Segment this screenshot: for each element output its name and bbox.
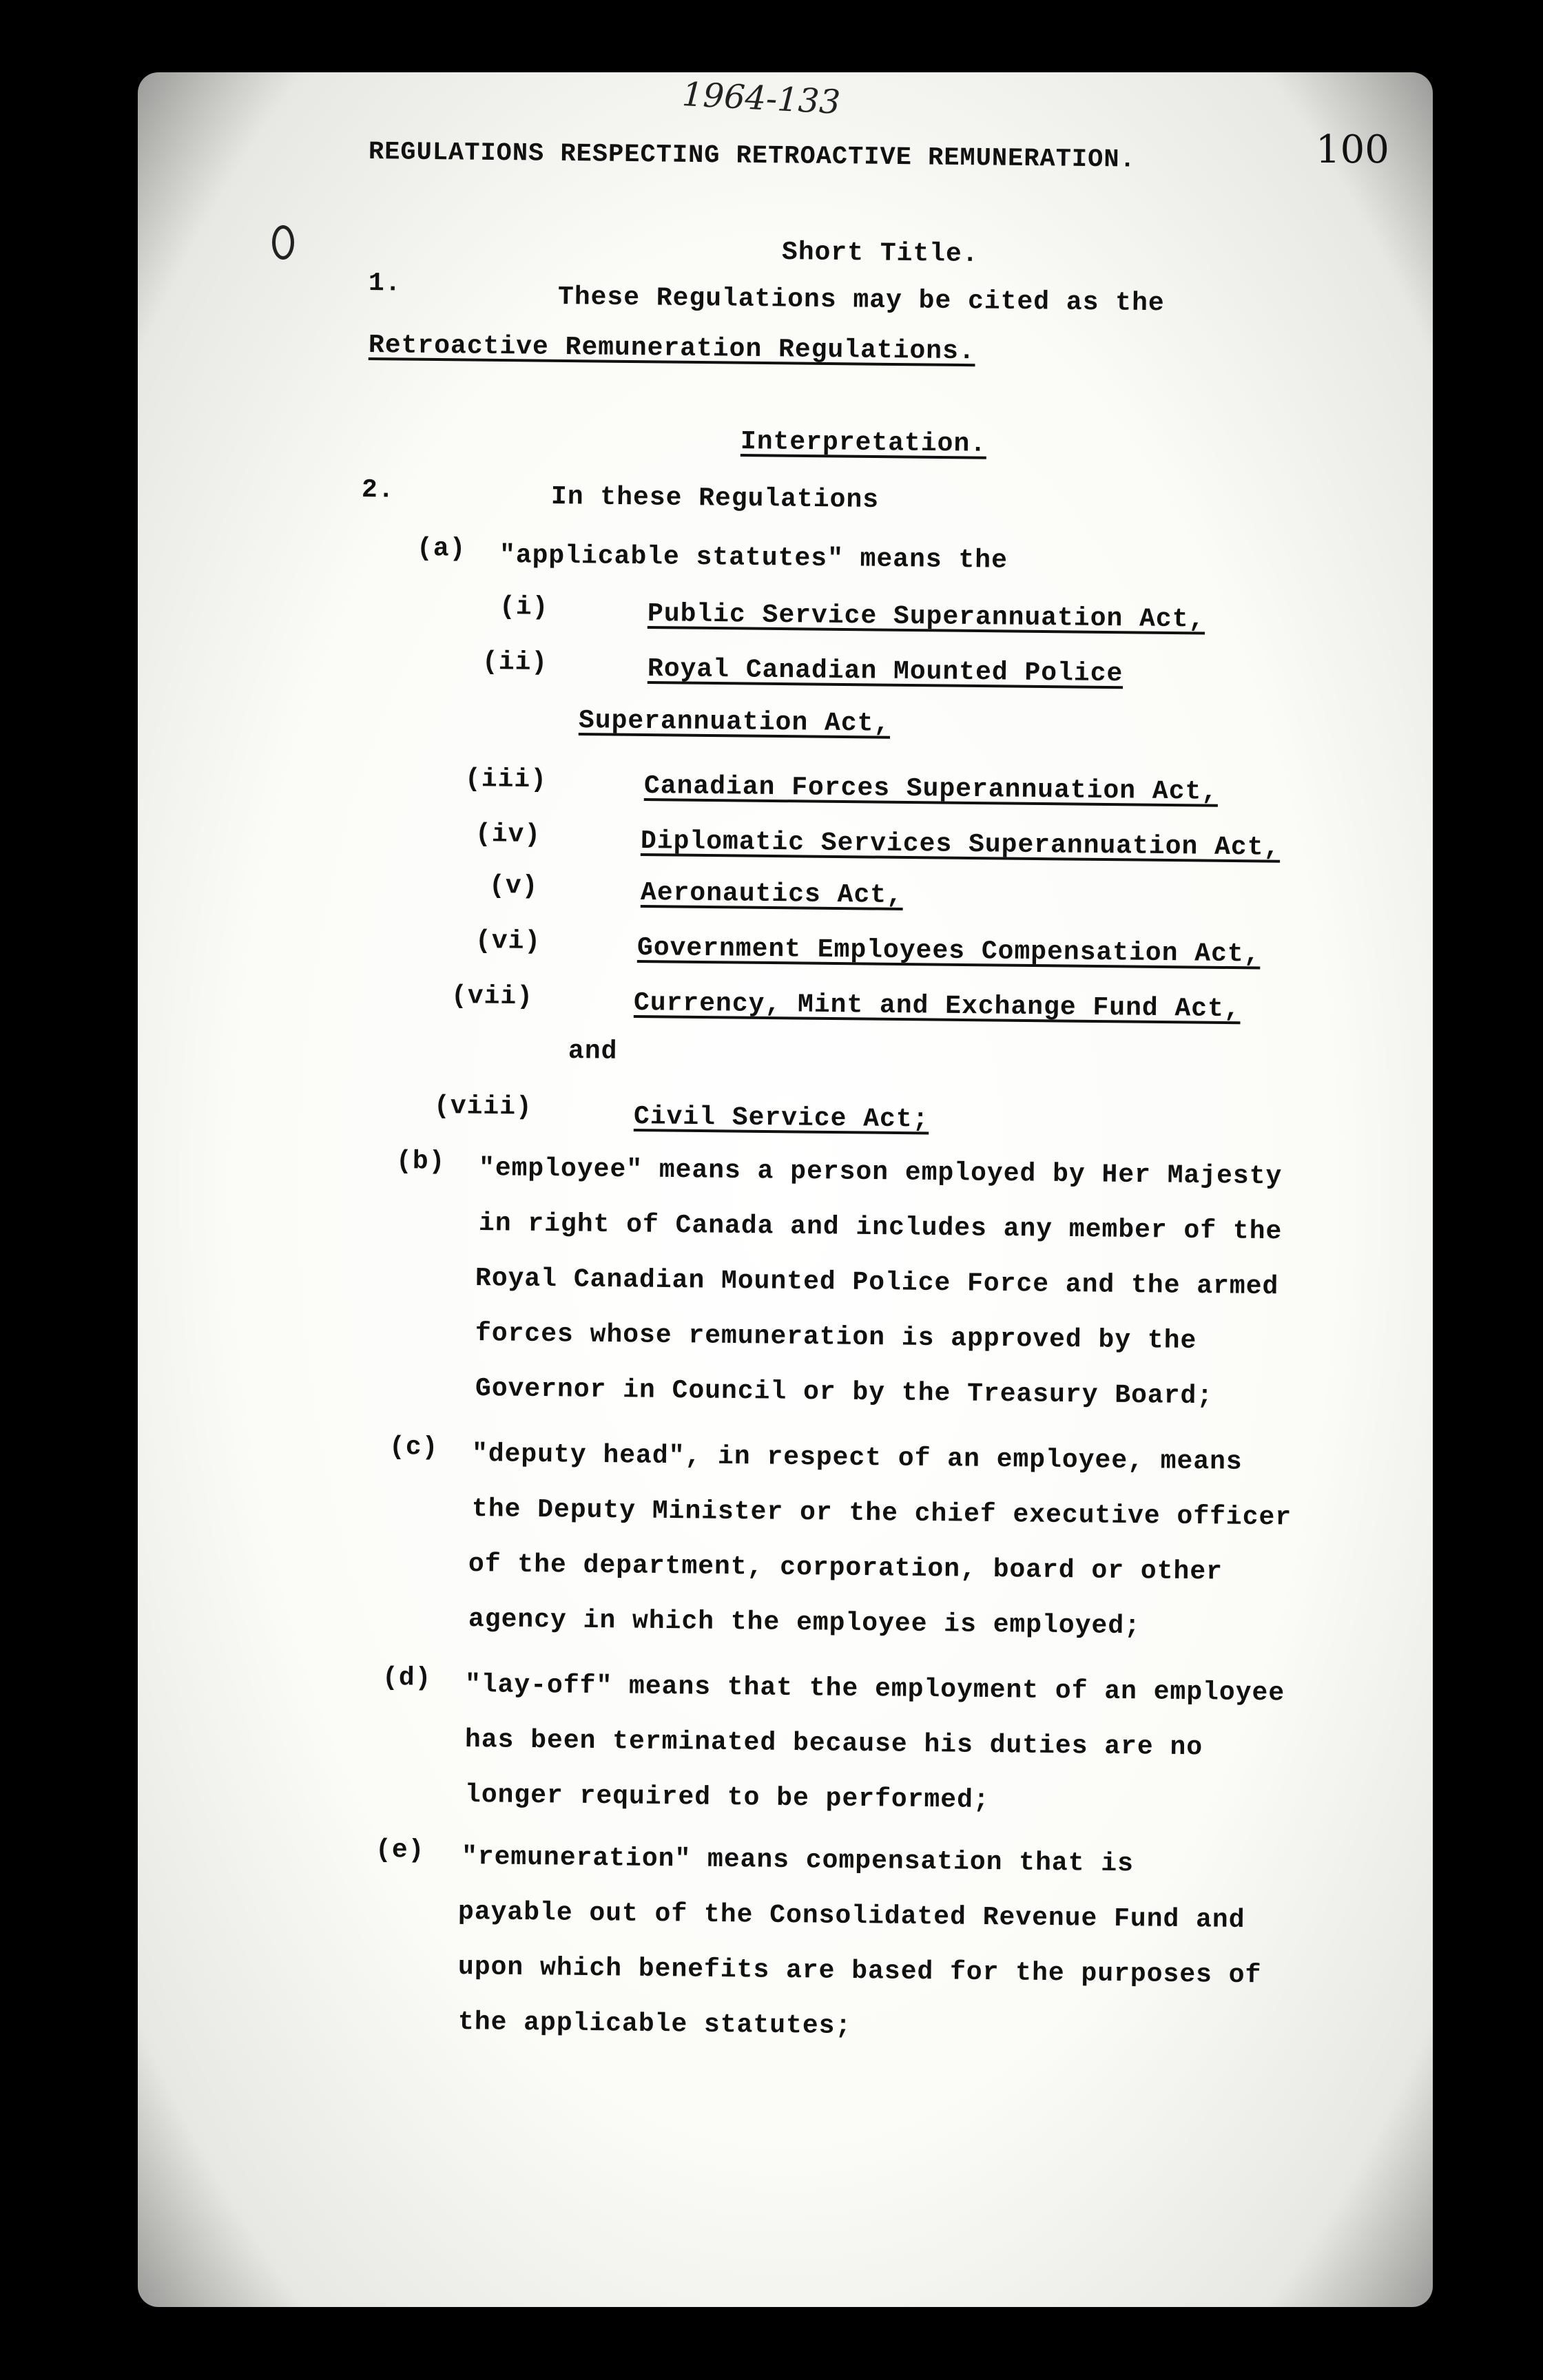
paragraph-line: upon which benefits are based for the purposes of [457, 1952, 1262, 1991]
paragraph-line: "remuneration" means compensation that is [461, 1842, 1135, 1879]
item-number: (ii) [481, 647, 548, 678]
paragraph-line: has been terminated because his duties are no [464, 1725, 1203, 1763]
handwritten-reference: 1964-133 [681, 75, 842, 122]
paragraph-label: (e) [375, 1835, 425, 1866]
paragraph-line: the Deputy Minister or the chief executive officer [471, 1494, 1292, 1533]
paragraph-line: "lay-off" means that the employment of an employee [464, 1670, 1285, 1709]
paragraph-line: "deputy head", in respect of an employee, means [471, 1439, 1243, 1477]
statute-name: Aeronautics Act, [640, 878, 904, 910]
section-text: In these Regulations [550, 482, 880, 515]
section-number: 2. [361, 475, 395, 505]
paragraph-line: the applicable statutes; [457, 2007, 852, 2041]
paragraph-label: (c) [389, 1432, 439, 1463]
item-number: (vi) [475, 926, 541, 957]
document-page [138, 72, 1433, 2307]
paragraph-line: of the department, corporation, board or other [468, 1549, 1223, 1587]
statute-name: Currency, Mint and Exchange Fund Act, [633, 988, 1241, 1025]
paragraph-label: (b) [395, 1147, 446, 1177]
paragraph-line: payable out of the Consolidated Revenue Fund and [457, 1897, 1245, 1935]
statute-name: Diplomatic Services Superannuation Act, [640, 826, 1281, 863]
paragraph-line: agency in which the employee is employed; [468, 1605, 1141, 1642]
margin-mark [272, 225, 294, 260]
item-number: (vii) [451, 981, 534, 1012]
item-number: (iv) [475, 820, 541, 850]
paragraph-line: forces whose remuneration is approved by the [475, 1319, 1197, 1356]
statute-name: Royal Canadian Mounted Police [647, 654, 1123, 689]
item-number: (v) [488, 871, 539, 901]
paragraph-line: in right of Canada and includes any member of the [478, 1209, 1283, 1247]
paragraph-label: (d) [382, 1663, 432, 1693]
document-title: REGULATIONS RESPECTING RETROACTIVE REMUNERATION. [368, 138, 1136, 175]
regulations-name: Retroactive Remuneration Regulations. [368, 331, 975, 367]
statute-name: Government Employees Compensation Act, [636, 933, 1261, 970]
statute-name: Superannuation Act, [578, 706, 891, 739]
item-number: (i) [499, 592, 549, 623]
statute-name: Canadian Forces Superannuation Act, [643, 771, 1219, 807]
paragraph-line: Governor in Council or by the Treasury Board; [475, 1374, 1214, 1412]
item-number: (viii) [433, 1092, 533, 1123]
interpretation-heading: Interpretation. [740, 427, 987, 459]
paragraph-text: "applicable statutes" means the [499, 541, 1008, 576]
conjunction: and [568, 1036, 618, 1067]
item-number: (iii) [464, 764, 548, 795]
statute-name: Public Service Superannuation Act, [647, 599, 1205, 635]
paragraph-line: Royal Canadian Mounted Police Force and the armed [475, 1264, 1279, 1302]
paragraph-line: "employee" means a person employed by Her Majesty [478, 1154, 1283, 1192]
section-text: These Regulations may be cited as the [557, 282, 1165, 319]
section-number: 1. [368, 269, 402, 299]
paragraph-line: longer required to be performed; [464, 1780, 990, 1815]
statute-name: Civil Service Act; [633, 1102, 929, 1135]
paragraph-label: (a) [416, 534, 466, 564]
short-title-heading: Short Title. [781, 238, 979, 269]
page-number: 100 [1316, 127, 1389, 172]
